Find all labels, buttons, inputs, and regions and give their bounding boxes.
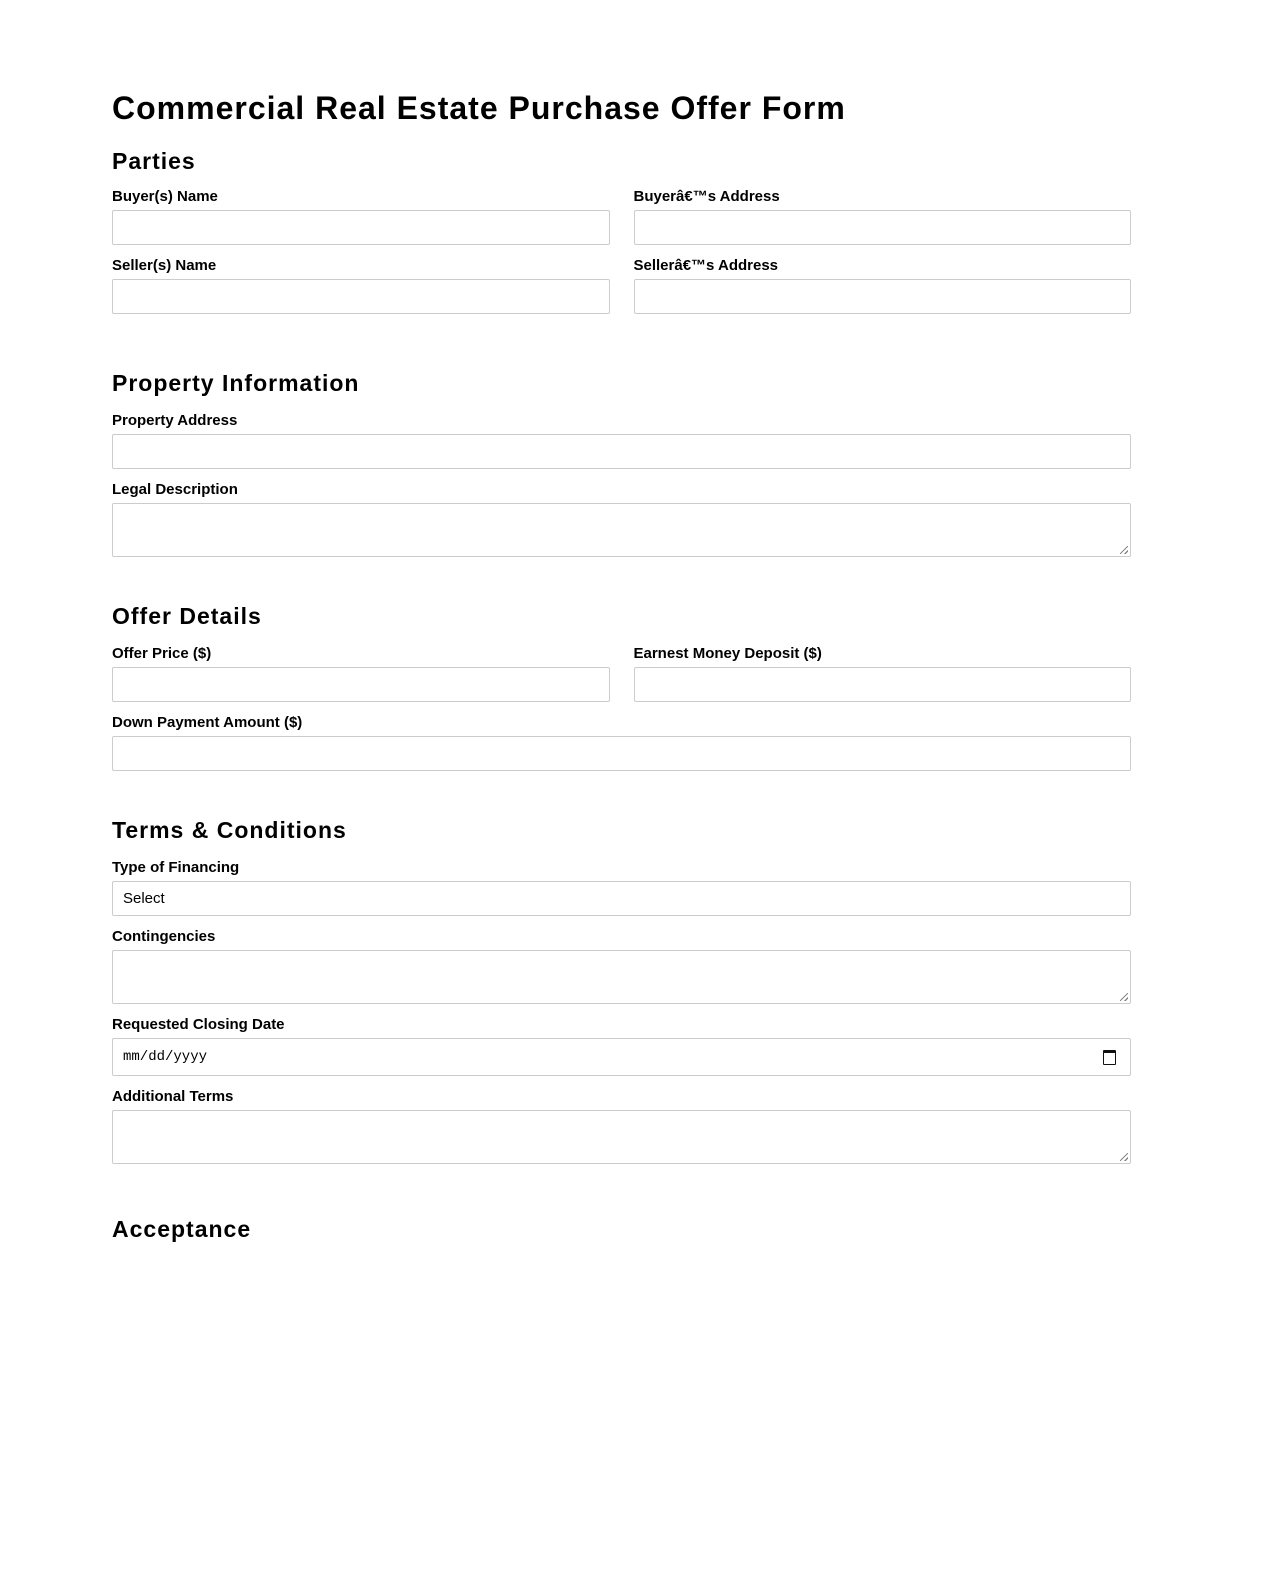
contingencies-textarea[interactable] bbox=[112, 950, 1131, 1004]
section-offer-details bbox=[112, 601, 1131, 771]
field-property-address bbox=[112, 412, 1131, 469]
seller-name-input[interactable] bbox=[112, 279, 610, 314]
down-payment-label: Down Payment Amount ($) bbox=[112, 714, 303, 731]
down-payment-input[interactable] bbox=[112, 736, 1131, 771]
section-property-information bbox=[112, 368, 1131, 557]
legal-description-label: Legal Description bbox=[112, 481, 238, 498]
additional-terms-label: Additional Terms bbox=[112, 1088, 234, 1105]
page-title: Commercial Real Estate Purchase Offer Form bbox=[112, 90, 846, 126]
legal-description-textarea[interactable] bbox=[112, 503, 1131, 557]
financing-type-select[interactable] bbox=[112, 881, 1131, 916]
earnest-money-label: Earnest Money Deposit ($) bbox=[633, 645, 822, 662]
section-heading-parties: Parties bbox=[112, 148, 196, 174]
resize-handle-icon[interactable] bbox=[1120, 546, 1128, 554]
field-seller-name bbox=[112, 257, 610, 314]
financing-type-label: Type of Financing bbox=[112, 859, 240, 876]
buyer-address-label: Buyerâ€™s Address bbox=[633, 188, 780, 205]
property-address-input[interactable] bbox=[112, 434, 1131, 469]
earnest-money-input[interactable] bbox=[634, 667, 1132, 702]
section-heading-terms: Terms & Conditions bbox=[112, 817, 347, 843]
closing-date-input[interactable] bbox=[112, 1038, 1131, 1076]
section-heading-property: Property Information bbox=[112, 370, 360, 396]
seller-address-label: Sellerâ€™s Address bbox=[633, 257, 779, 274]
offer-price-input[interactable] bbox=[112, 667, 610, 702]
field-contingencies bbox=[112, 928, 1131, 1004]
field-legal-description bbox=[112, 481, 1131, 557]
section-terms-conditions bbox=[112, 815, 1131, 1164]
seller-address-input[interactable] bbox=[634, 279, 1132, 314]
resize-handle-icon[interactable] bbox=[1120, 993, 1128, 1001]
field-buyer-name bbox=[112, 188, 610, 245]
field-earnest-money bbox=[634, 645, 1132, 702]
buyer-name-input[interactable] bbox=[112, 210, 610, 245]
offer-price-label: Offer Price ($) bbox=[112, 645, 212, 662]
closing-date-placeholder: mm/dd/yyyy bbox=[123, 1049, 208, 1065]
buyer-name-label: Buyer(s) Name bbox=[112, 188, 218, 205]
section-heading-offer: Offer Details bbox=[112, 603, 262, 629]
calendar-icon[interactable] bbox=[1103, 1050, 1116, 1065]
resize-handle-icon[interactable] bbox=[1120, 1153, 1128, 1161]
field-buyer-address bbox=[634, 188, 1132, 245]
field-seller-address bbox=[634, 257, 1132, 314]
field-down-payment bbox=[112, 714, 1131, 771]
additional-terms-textarea[interactable] bbox=[112, 1110, 1131, 1164]
seller-name-label: Seller(s) Name bbox=[112, 257, 217, 274]
closing-date-label: Requested Closing Date bbox=[112, 1016, 285, 1033]
buyer-address-input[interactable] bbox=[634, 210, 1132, 245]
field-additional-terms bbox=[112, 1088, 1131, 1164]
field-offer-price bbox=[112, 645, 610, 702]
property-address-label: Property Address bbox=[112, 412, 238, 429]
section-acceptance bbox=[112, 1214, 1131, 1244]
offer-form-page bbox=[112, 0, 1131, 1244]
section-parties bbox=[112, 146, 1131, 326]
field-financing-type bbox=[112, 859, 1131, 916]
section-heading-acceptance: Acceptance bbox=[112, 1216, 252, 1242]
field-closing-date bbox=[112, 1016, 1131, 1076]
contingencies-label: Contingencies bbox=[112, 928, 216, 945]
financing-type-selected-value: Select bbox=[123, 890, 165, 907]
